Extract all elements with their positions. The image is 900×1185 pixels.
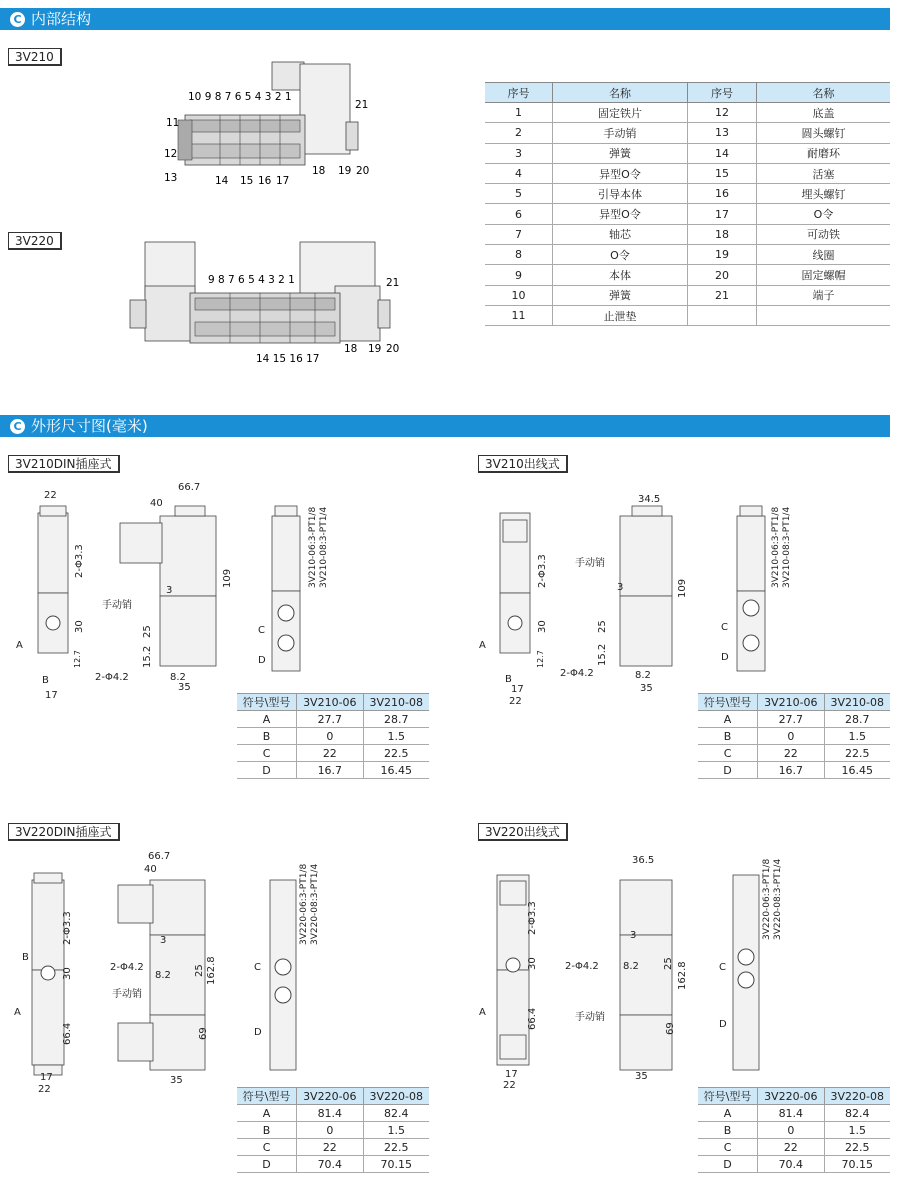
table-row [237,1122,429,1139]
dim-label: C [721,622,728,633]
parts-header: 序号 [485,83,553,103]
cell: 70.4 [758,1156,824,1173]
cell: C [698,1139,758,1156]
cell: B [237,728,297,745]
cell: 16 [688,184,757,204]
table-row [485,204,890,224]
cell: 1 [485,103,553,123]
drawing-3v220din [10,845,430,1095]
table-row [485,224,890,244]
cell: C [237,745,297,762]
cell: 埋头螺钉 [757,184,891,204]
dim-label: 40 [150,498,163,509]
cell: 1.5 [363,728,429,745]
callout-14: 14 [215,175,229,187]
dim-header: 3V210-08 [824,694,890,711]
dim-label: B [22,952,29,963]
cell: B [698,728,758,745]
dim-label: 2-Φ4.2 [565,961,599,972]
dim-label: B [42,675,49,686]
port-label: 3V220-08:3-PT1/4 [773,858,783,940]
cell: 27.7 [758,711,824,728]
cell: O令 [553,245,688,265]
table-row [237,728,429,745]
cell: 16.45 [824,762,890,779]
parts-header: 序号 [688,83,757,103]
cell: A [698,711,758,728]
cell: 81.4 [758,1105,824,1122]
cell: 6 [485,204,553,224]
cell: 22.5 [363,1139,429,1156]
cell: C [698,745,758,762]
model-tag-3v210din: 3V210DIN插座式 [8,455,120,473]
callout-21-220: 21 [386,277,400,289]
dim-label: 66.7 [148,851,171,862]
cell: 20 [688,265,757,285]
port-label: 3V220-08:3-PT1/4 [310,863,320,945]
cell: 16.45 [363,762,429,779]
cell: D [698,1156,758,1173]
callout-19-220: 19 [368,343,382,355]
cell: 圆头螺钉 [757,123,891,143]
dim-table-210-din [237,693,429,779]
cell: 本体 [553,265,688,285]
callout-top-row: 10 9 8 7 6 5 4 3 2 1 [188,91,292,103]
cell: 引导本体 [553,184,688,204]
callout-17: 17 [276,175,290,187]
dim-label: 30 [527,957,538,970]
dim-label: C [254,962,261,973]
section-title: 外形尺寸图(毫米) [31,417,148,435]
table-row [485,143,890,163]
dim-label: 17 [45,690,58,701]
dim-header: 符号\型号 [237,1088,297,1105]
dim-label: 109 [677,578,688,598]
table-row [698,728,890,745]
dim-label: 35 [640,683,653,694]
dim-label: C [258,625,265,636]
cell: 1.5 [363,1122,429,1139]
dim-label: 17 [505,1069,518,1080]
callout-15: 15 [240,175,254,187]
section-title: 内部结构 [31,10,92,28]
cell: 1.5 [824,1122,890,1139]
dim-label: 162.8 [206,956,217,985]
callout-20-220: 20 [386,343,400,355]
dim-label: D [254,1027,262,1038]
table-row [485,265,890,285]
dim-header: 符号\型号 [698,1088,758,1105]
dim-label: 8.2 [155,970,171,981]
table-row [698,1139,890,1156]
cell: 12 [688,103,757,123]
section-header-internal [0,8,890,30]
parts-header: 名称 [553,83,688,103]
dim-label: 22 [44,490,57,501]
dim-label: 66.4 [62,1022,73,1045]
cell: 10 [485,285,553,305]
cell [757,305,891,325]
dim-label: 162.8 [677,961,688,990]
model-tag-3v210wire: 3V210出线式 [478,455,568,473]
cell: 14 [688,143,757,163]
cell: 70.15 [824,1156,890,1173]
port-label: 3V210-08:3-PT1/4 [319,506,329,588]
cell: 0 [758,1122,824,1139]
dim-label: 2-Φ3.3 [537,554,548,588]
table-row [237,711,429,728]
dim-table-220-din [237,1087,429,1173]
drawing-3v210din [10,478,430,701]
dim-label: 17 [511,684,524,695]
table-row [485,103,890,123]
cell: O令 [757,204,891,224]
cell: 8 [485,245,553,265]
dim-label: 66.4 [527,1007,538,1030]
table-row [237,745,429,762]
table-row [698,745,890,762]
cell: 7 [485,224,553,244]
cell: 17 [688,204,757,224]
callout-top-row-220: 9 8 7 6 5 4 3 2 1 [208,274,295,286]
cell: 可动铁 [757,224,891,244]
valve-3v220-cross-section [120,238,410,368]
cell: 27.7 [297,711,363,728]
dim-label: 35 [178,682,191,693]
table-row [485,184,890,204]
dim-label: 2-Φ4.2 [110,962,144,973]
callout-12: 12 [164,148,178,160]
table-row [698,711,890,728]
dim-label: 25 [194,964,205,977]
dim-label: A [479,640,486,651]
dim-label: 手动销 [575,1012,605,1023]
cell: D [237,762,297,779]
dim-label: 15.2 [142,645,153,668]
port-label: 3V210-06:3-PT1/8 [771,506,781,588]
callout-11: 11 [166,117,180,129]
cell: 底盖 [757,103,891,123]
dim-label: 3 [617,582,624,593]
dim-label: D [719,1019,727,1030]
dim-label: 手动销 [112,989,142,1000]
cell: 0 [297,1122,363,1139]
cell: A [698,1105,758,1122]
cell: A [237,711,297,728]
dim-label: 30 [537,620,548,633]
dim-label: 40 [144,864,157,875]
cell: 3 [485,143,553,163]
cell: 16.7 [758,762,824,779]
dim-label: 手动销 [575,558,605,569]
dim-label: 22 [503,1080,516,1091]
cell: C [237,1139,297,1156]
dim-label: 30 [74,620,85,633]
dim-label: 35 [635,1071,648,1082]
cell: 耐磨环 [757,143,891,163]
cell: 13 [688,123,757,143]
cell: B [237,1122,297,1139]
cell: 轴芯 [553,224,688,244]
cell: 线圈 [757,245,891,265]
callout-18: 18 [312,165,326,177]
cell: 22.5 [363,745,429,762]
cell: 18 [688,224,757,244]
dim-label: A [16,640,23,651]
dim-label: 8.2 [635,670,651,681]
port-label: 3V220-06:3-PT1/8 [299,863,309,945]
callout-13: 13 [164,172,178,184]
dim-label: 34.5 [638,494,661,505]
table-row [698,1105,890,1122]
cell: 弹簧 [553,285,688,305]
callout-bottom-220: 14 15 16 17 [256,353,320,365]
section-c-icon: C [10,419,25,434]
cell: 11 [485,305,553,325]
valve-3v210-cross-section [160,60,380,190]
dim-label: 36.5 [632,855,655,866]
model-tag-3v220: 3V220 [8,232,62,250]
table-row [485,305,890,325]
cell: 9 [485,265,553,285]
callout-20: 20 [356,165,370,177]
dim-label: 22 [38,1084,51,1095]
parts-table [485,82,890,326]
callout-18-220: 18 [344,343,358,355]
cell: 22 [297,745,363,762]
dim-label: 2-Φ4.2 [95,672,129,683]
dim-label: D [258,655,266,666]
dim-label: 69 [198,1027,209,1040]
dim-header: 3V210-06 [297,694,363,711]
cell: 固定螺帽 [757,265,891,285]
cell: 活塞 [757,163,891,183]
dim-label: 2-Φ3.3 [74,544,85,578]
dim-table-210-wire [698,693,890,779]
dim-label: 3 [160,935,167,946]
cell [688,305,757,325]
table-row [485,285,890,305]
dim-header: 3V220-06 [758,1088,824,1105]
dim-label: 8.2 [170,672,186,683]
drawing-3v220wire [475,845,890,1091]
dim-label: 8.2 [623,961,639,972]
model-tag-3v220din: 3V220DIN插座式 [8,823,120,841]
dim-label: 2-Φ4.2 [560,668,594,679]
dim-label: C [719,962,726,973]
cell: 22 [758,1139,824,1156]
section-c-icon: C [10,12,25,27]
dim-table-220-wire [698,1087,890,1173]
dim-label: 66.7 [178,482,201,493]
dim-label: D [721,652,729,663]
cell: 异型O令 [553,163,688,183]
cell: 28.7 [363,711,429,728]
table-row [698,1122,890,1139]
cell: 1.5 [824,728,890,745]
table-row [698,762,890,779]
section-header-external [0,415,890,437]
cell: 19 [688,245,757,265]
dim-label: 17 [40,1072,53,1083]
cell: 22 [297,1139,363,1156]
cell: 手动销 [553,123,688,143]
table-row [485,245,890,265]
cell: 15 [688,163,757,183]
dim-label: 3 [166,585,173,596]
callout-19: 19 [338,165,352,177]
cell: 4 [485,163,553,183]
table-row [698,1156,890,1173]
cell: 2 [485,123,553,143]
cell: A [237,1105,297,1122]
cell: 固定铁片 [553,103,688,123]
cell: 22 [758,745,824,762]
cell: D [237,1156,297,1173]
dim-label: 25 [142,625,153,638]
dim-label: 30 [62,967,73,980]
cell: 22.5 [824,745,890,762]
cell: 70.4 [297,1156,363,1173]
cell: 端子 [757,285,891,305]
cell: 5 [485,184,553,204]
cell: 81.4 [297,1105,363,1122]
table-row [237,1105,429,1122]
table-row [485,123,890,143]
dim-label: 22 [509,696,522,707]
dim-label: 69 [665,1022,676,1035]
dim-header: 3V220-08 [824,1088,890,1105]
dim-header: 3V210-06 [758,694,824,711]
cell: 0 [297,728,363,745]
dim-label: 手动销 [102,600,132,611]
dim-header: 3V210-08 [363,694,429,711]
cell: 异型O令 [553,204,688,224]
cell: 16.7 [297,762,363,779]
dim-label: 12.7 [536,650,545,668]
cell: 82.4 [363,1105,429,1122]
callout-21: 21 [355,99,369,111]
cell: 22.5 [824,1139,890,1156]
cell: 止泄垫 [553,305,688,325]
dim-label: 15.2 [597,643,608,666]
cell: 28.7 [824,711,890,728]
dim-label: A [479,1007,486,1018]
dim-label: 25 [597,620,608,633]
dim-label: 3 [630,930,637,941]
cell: 70.15 [363,1156,429,1173]
dim-header: 3V220-08 [363,1088,429,1105]
dim-label: 109 [222,568,233,588]
dim-header: 符号\型号 [237,694,297,711]
model-tag-3v220wire: 3V220出线式 [478,823,568,841]
cell: 0 [758,728,824,745]
cell: D [698,762,758,779]
dim-label: B [505,674,512,685]
cell: 82.4 [824,1105,890,1122]
table-row [237,762,429,779]
dim-label: 2-Φ3.3 [527,901,538,935]
dim-header: 3V220-06 [297,1088,363,1105]
port-label: 3V210-08:3-PT1/4 [782,506,792,588]
dim-label: 35 [170,1075,183,1086]
model-tag-3v210: 3V210 [8,48,62,66]
parts-header: 名称 [757,83,891,103]
port-label: 3V220-06:3-PT1/8 [762,858,772,940]
dim-label: 12.7 [73,650,82,668]
cell: 弹簧 [553,143,688,163]
callout-16: 16 [258,175,272,187]
dim-label: 25 [663,957,674,970]
dim-label: 2-Φ3.3 [62,911,73,945]
table-row [237,1139,429,1156]
table-row [237,1156,429,1173]
dim-header: 符号\型号 [698,694,758,711]
port-label: 3V210-06:3-PT1/8 [308,506,318,588]
cell: 21 [688,285,757,305]
dim-label: A [14,1007,21,1018]
table-row [485,163,890,183]
cell: B [698,1122,758,1139]
